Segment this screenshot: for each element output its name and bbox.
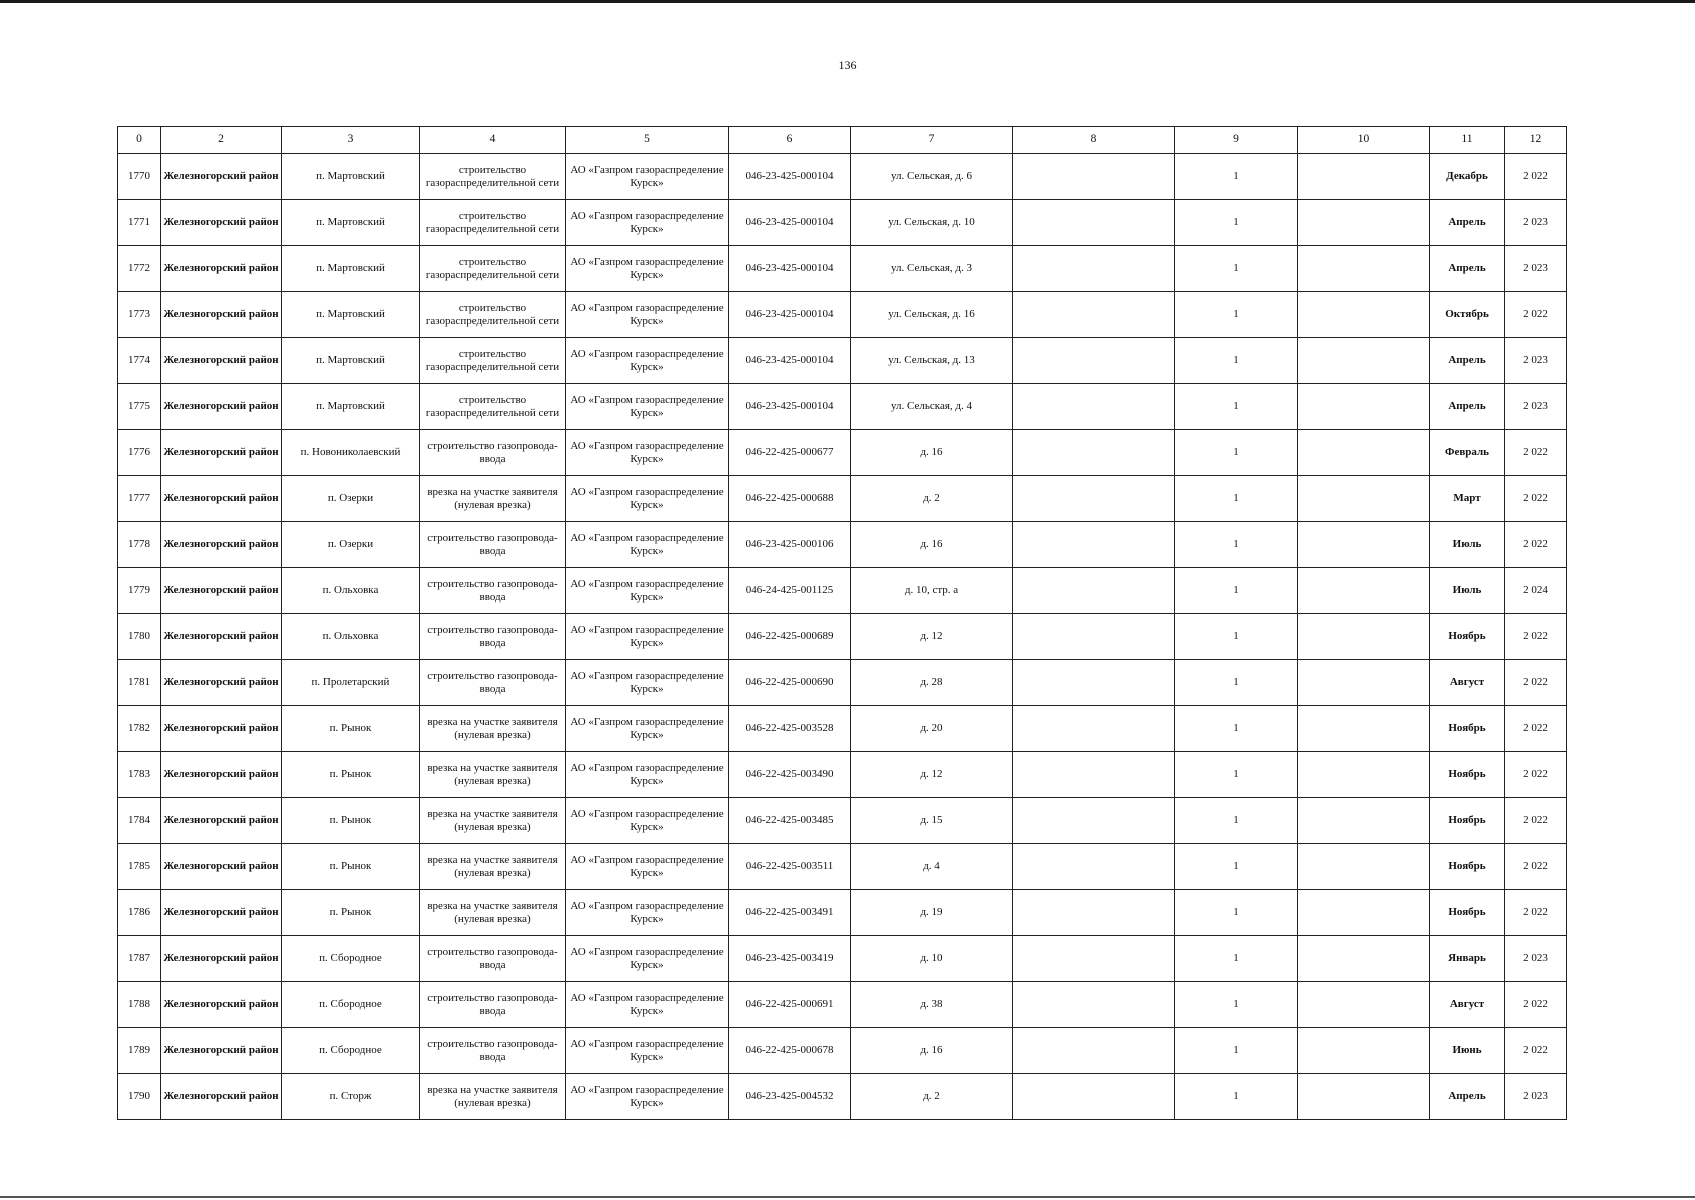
code-cell: 046-23-425-000106 bbox=[729, 522, 851, 568]
col8-cell bbox=[1013, 568, 1175, 614]
month-cell: Ноябрь bbox=[1430, 844, 1505, 890]
code-cell: 046-22-425-000689 bbox=[729, 614, 851, 660]
year-cell: 2 023 bbox=[1505, 1074, 1567, 1120]
col8-cell bbox=[1013, 936, 1175, 982]
col10-cell bbox=[1298, 706, 1430, 752]
code-cell: 046-23-425-000104 bbox=[729, 338, 851, 384]
col8-cell bbox=[1013, 1028, 1175, 1074]
col9-cell: 1 bbox=[1175, 752, 1298, 798]
address-cell: д. 28 bbox=[851, 660, 1013, 706]
month-cell: Август bbox=[1430, 660, 1505, 706]
work-type-cell: врезка на участке заявителя (нулевая врезка) bbox=[420, 844, 566, 890]
table-row bbox=[118, 1028, 1567, 1074]
month-cell: Август bbox=[1430, 982, 1505, 1028]
district-cell: Железногорский район bbox=[161, 338, 282, 384]
year-cell: 2 022 bbox=[1505, 752, 1567, 798]
col8-cell bbox=[1013, 1074, 1175, 1120]
organization-cell: АО «Газпром газораспределение Курск» bbox=[566, 706, 729, 752]
month-cell: Декабрь bbox=[1430, 154, 1505, 200]
year-cell: 2 022 bbox=[1505, 1028, 1567, 1074]
organization-cell: АО «Газпром газораспределение Курск» bbox=[566, 292, 729, 338]
organization-cell: АО «Газпром газораспределение Курск» bbox=[566, 338, 729, 384]
year-cell: 2 022 bbox=[1505, 154, 1567, 200]
locality-cell: п. Мартовский bbox=[282, 246, 420, 292]
col10-cell bbox=[1298, 660, 1430, 706]
district-cell: Железногорский район bbox=[161, 384, 282, 430]
address-cell: ул. Сельская, д. 6 bbox=[851, 154, 1013, 200]
locality-cell: п. Рынок bbox=[282, 798, 420, 844]
organization-cell: АО «Газпром газораспределение Курск» bbox=[566, 200, 729, 246]
col8-cell bbox=[1013, 154, 1175, 200]
address-cell: д. 12 bbox=[851, 614, 1013, 660]
organization-cell: АО «Газпром газораспределение Курск» bbox=[566, 844, 729, 890]
row-number: 1771 bbox=[118, 200, 161, 246]
col9-cell: 1 bbox=[1175, 154, 1298, 200]
row-number: 1773 bbox=[118, 292, 161, 338]
col10-cell bbox=[1298, 384, 1430, 430]
work-type-cell: врезка на участке заявителя (нулевая врезка) bbox=[420, 476, 566, 522]
address-cell: ул. Сельская, д. 16 bbox=[851, 292, 1013, 338]
work-type-cell: строительство газораспределительной сети bbox=[420, 246, 566, 292]
month-cell: Апрель bbox=[1430, 246, 1505, 292]
month-cell: Ноябрь bbox=[1430, 706, 1505, 752]
table-row bbox=[118, 982, 1567, 1028]
column-header: 4 bbox=[420, 127, 566, 154]
row-number: 1776 bbox=[118, 430, 161, 476]
table-row bbox=[118, 476, 1567, 522]
col9-cell: 1 bbox=[1175, 476, 1298, 522]
col10-cell bbox=[1298, 1074, 1430, 1120]
locality-cell: п. Сторж bbox=[282, 1074, 420, 1120]
work-type-cell: строительство газопровода-ввода bbox=[420, 522, 566, 568]
work-type-cell: врезка на участке заявителя (нулевая врезка) bbox=[420, 706, 566, 752]
col10-cell bbox=[1298, 982, 1430, 1028]
work-type-cell: строительство газопровода-ввода bbox=[420, 430, 566, 476]
organization-cell: АО «Газпром газораспределение Курск» bbox=[566, 476, 729, 522]
district-cell: Железногорский район bbox=[161, 1028, 282, 1074]
column-header: 7 bbox=[851, 127, 1013, 154]
month-cell: Январь bbox=[1430, 936, 1505, 982]
table-row bbox=[118, 338, 1567, 384]
address-cell: д. 38 bbox=[851, 982, 1013, 1028]
month-cell: Март bbox=[1430, 476, 1505, 522]
district-cell: Железногорский район bbox=[161, 522, 282, 568]
work-type-cell: строительство газопровода-ввода bbox=[420, 568, 566, 614]
work-type-cell: строительство газораспределительной сети bbox=[420, 200, 566, 246]
organization-cell: АО «Газпром газораспределение Курск» bbox=[566, 982, 729, 1028]
address-cell: ул. Сельская, д. 10 bbox=[851, 200, 1013, 246]
year-cell: 2 023 bbox=[1505, 936, 1567, 982]
district-cell: Железногорский район bbox=[161, 660, 282, 706]
district-cell: Железногорский район bbox=[161, 476, 282, 522]
district-cell: Железногорский район bbox=[161, 430, 282, 476]
row-number: 1779 bbox=[118, 568, 161, 614]
scan-bottom-border bbox=[0, 1196, 1695, 1198]
col10-cell bbox=[1298, 522, 1430, 568]
month-cell: Ноябрь bbox=[1430, 798, 1505, 844]
table-row bbox=[118, 660, 1567, 706]
month-cell: Апрель bbox=[1430, 1074, 1505, 1120]
district-cell: Железногорский район bbox=[161, 890, 282, 936]
row-number: 1788 bbox=[118, 982, 161, 1028]
col9-cell: 1 bbox=[1175, 338, 1298, 384]
district-cell: Железногорский район bbox=[161, 568, 282, 614]
code-cell: 046-22-425-000677 bbox=[729, 430, 851, 476]
code-cell: 046-22-425-000688 bbox=[729, 476, 851, 522]
district-cell: Железногорский район bbox=[161, 752, 282, 798]
address-cell: д. 15 bbox=[851, 798, 1013, 844]
row-number: 1789 bbox=[118, 1028, 161, 1074]
row-number: 1784 bbox=[118, 798, 161, 844]
code-cell: 046-23-425-000104 bbox=[729, 246, 851, 292]
col9-cell: 1 bbox=[1175, 522, 1298, 568]
year-cell: 2 022 bbox=[1505, 522, 1567, 568]
col9-cell: 1 bbox=[1175, 1074, 1298, 1120]
col9-cell: 1 bbox=[1175, 246, 1298, 292]
district-cell: Железногорский район bbox=[161, 292, 282, 338]
year-cell: 2 024 bbox=[1505, 568, 1567, 614]
col10-cell bbox=[1298, 338, 1430, 384]
organization-cell: АО «Газпром газораспределение Курск» bbox=[566, 384, 729, 430]
code-cell: 046-22-425-000678 bbox=[729, 1028, 851, 1074]
table-row bbox=[118, 292, 1567, 338]
locality-cell: п. Мартовский bbox=[282, 154, 420, 200]
row-number: 1783 bbox=[118, 752, 161, 798]
address-cell: д. 16 bbox=[851, 1028, 1013, 1074]
col10-cell bbox=[1298, 476, 1430, 522]
scan-top-border bbox=[0, 0, 1695, 3]
work-type-cell: строительство газопровода-ввода bbox=[420, 614, 566, 660]
address-cell: ул. Сельская, д. 4 bbox=[851, 384, 1013, 430]
col8-cell bbox=[1013, 982, 1175, 1028]
col9-cell: 1 bbox=[1175, 614, 1298, 660]
code-cell: 046-23-425-000104 bbox=[729, 200, 851, 246]
year-cell: 2 022 bbox=[1505, 706, 1567, 752]
address-cell: д. 16 bbox=[851, 522, 1013, 568]
year-cell: 2 023 bbox=[1505, 338, 1567, 384]
table-row bbox=[118, 246, 1567, 292]
code-cell: 046-23-425-000104 bbox=[729, 292, 851, 338]
column-header: 9 bbox=[1175, 127, 1298, 154]
year-cell: 2 023 bbox=[1505, 384, 1567, 430]
col8-cell bbox=[1013, 660, 1175, 706]
table-row bbox=[118, 154, 1567, 200]
work-type-cell: строительство газораспределительной сети bbox=[420, 384, 566, 430]
col10-cell bbox=[1298, 568, 1430, 614]
locality-cell: п. Сбородное bbox=[282, 982, 420, 1028]
work-type-cell: строительство газораспределительной сети bbox=[420, 154, 566, 200]
col9-cell: 1 bbox=[1175, 890, 1298, 936]
gas-connection-registry-table bbox=[117, 126, 1567, 1120]
district-cell: Железногорский район bbox=[161, 1074, 282, 1120]
year-cell: 2 022 bbox=[1505, 476, 1567, 522]
month-cell: Июль bbox=[1430, 568, 1505, 614]
month-cell: Ноябрь bbox=[1430, 752, 1505, 798]
col8-cell bbox=[1013, 844, 1175, 890]
row-number: 1772 bbox=[118, 246, 161, 292]
organization-cell: АО «Газпром газораспределение Курск» bbox=[566, 798, 729, 844]
col10-cell bbox=[1298, 936, 1430, 982]
column-header: 10 bbox=[1298, 127, 1430, 154]
organization-cell: АО «Газпром газораспределение Курск» bbox=[566, 246, 729, 292]
address-cell: д. 10 bbox=[851, 936, 1013, 982]
col10-cell bbox=[1298, 200, 1430, 246]
table-row bbox=[118, 844, 1567, 890]
col10-cell bbox=[1298, 430, 1430, 476]
month-cell: Октябрь bbox=[1430, 292, 1505, 338]
district-cell: Железногорский район bbox=[161, 844, 282, 890]
year-cell: 2 022 bbox=[1505, 614, 1567, 660]
locality-cell: п. Ольховка bbox=[282, 614, 420, 660]
table-row bbox=[118, 706, 1567, 752]
address-cell: д. 2 bbox=[851, 1074, 1013, 1120]
locality-cell: п. Рынок bbox=[282, 706, 420, 752]
col9-cell: 1 bbox=[1175, 430, 1298, 476]
work-type-cell: врезка на участке заявителя (нулевая врезка) bbox=[420, 890, 566, 936]
row-number: 1781 bbox=[118, 660, 161, 706]
col10-cell bbox=[1298, 890, 1430, 936]
organization-cell: АО «Газпром газораспределение Курск» bbox=[566, 752, 729, 798]
table-row bbox=[118, 890, 1567, 936]
work-type-cell: строительство газораспределительной сети bbox=[420, 292, 566, 338]
row-number: 1775 bbox=[118, 384, 161, 430]
page-number: 136 bbox=[838, 58, 857, 72]
work-type-cell: врезка на участке заявителя (нулевая врезка) bbox=[420, 1074, 566, 1120]
locality-cell: п. Озерки bbox=[282, 522, 420, 568]
row-number: 1777 bbox=[118, 476, 161, 522]
col10-cell bbox=[1298, 752, 1430, 798]
col10-cell bbox=[1298, 292, 1430, 338]
col10-cell bbox=[1298, 1028, 1430, 1074]
year-cell: 2 022 bbox=[1505, 982, 1567, 1028]
col9-cell: 1 bbox=[1175, 706, 1298, 752]
row-number: 1787 bbox=[118, 936, 161, 982]
table-row bbox=[118, 384, 1567, 430]
code-cell: 046-22-425-003528 bbox=[729, 706, 851, 752]
work-type-cell: строительство газораспределительной сети bbox=[420, 338, 566, 384]
code-cell: 046-23-425-004532 bbox=[729, 1074, 851, 1120]
organization-cell: АО «Газпром газораспределение Курск» bbox=[566, 1028, 729, 1074]
organization-cell: АО «Газпром газораспределение Курск» bbox=[566, 1074, 729, 1120]
row-number: 1778 bbox=[118, 522, 161, 568]
table-row bbox=[118, 568, 1567, 614]
table-row bbox=[118, 752, 1567, 798]
code-cell: 046-22-425-000690 bbox=[729, 660, 851, 706]
organization-cell: АО «Газпром газораспределение Курск» bbox=[566, 568, 729, 614]
col8-cell bbox=[1013, 200, 1175, 246]
col8-cell bbox=[1013, 522, 1175, 568]
col9-cell: 1 bbox=[1175, 568, 1298, 614]
locality-cell: п. Сбородное bbox=[282, 1028, 420, 1074]
code-cell: 046-23-425-000104 bbox=[729, 154, 851, 200]
address-cell: д. 10, стр. а bbox=[851, 568, 1013, 614]
table-row bbox=[118, 522, 1567, 568]
col8-cell bbox=[1013, 384, 1175, 430]
code-cell: 046-22-425-003490 bbox=[729, 752, 851, 798]
year-cell: 2 022 bbox=[1505, 292, 1567, 338]
col10-cell bbox=[1298, 844, 1430, 890]
address-cell: ул. Сельская, д. 3 bbox=[851, 246, 1013, 292]
column-header: 2 bbox=[161, 127, 282, 154]
table-row bbox=[118, 430, 1567, 476]
district-cell: Железногорский район bbox=[161, 200, 282, 246]
month-cell: Июль bbox=[1430, 522, 1505, 568]
table-row bbox=[118, 200, 1567, 246]
column-header: 11 bbox=[1430, 127, 1505, 154]
organization-cell: АО «Газпром газораспределение Курск» bbox=[566, 522, 729, 568]
column-header: 12 bbox=[1505, 127, 1567, 154]
table-row bbox=[118, 798, 1567, 844]
col9-cell: 1 bbox=[1175, 384, 1298, 430]
address-cell: д. 16 bbox=[851, 430, 1013, 476]
row-number: 1782 bbox=[118, 706, 161, 752]
year-cell: 2 023 bbox=[1505, 246, 1567, 292]
district-cell: Железногорский район bbox=[161, 936, 282, 982]
locality-cell: п. Новониколаевский bbox=[282, 430, 420, 476]
column-header: 6 bbox=[729, 127, 851, 154]
month-cell: Апрель bbox=[1430, 200, 1505, 246]
district-cell: Железногорский район bbox=[161, 706, 282, 752]
col10-cell bbox=[1298, 798, 1430, 844]
col8-cell bbox=[1013, 246, 1175, 292]
work-type-cell: строительство газопровода-ввода bbox=[420, 936, 566, 982]
organization-cell: АО «Газпром газораспределение Курск» bbox=[566, 660, 729, 706]
col9-cell: 1 bbox=[1175, 844, 1298, 890]
locality-cell: п. Рынок bbox=[282, 890, 420, 936]
column-header: 3 bbox=[282, 127, 420, 154]
col8-cell bbox=[1013, 338, 1175, 384]
column-header: 8 bbox=[1013, 127, 1175, 154]
locality-cell: п. Ольховка bbox=[282, 568, 420, 614]
address-cell: д. 19 bbox=[851, 890, 1013, 936]
code-cell: 046-22-425-003485 bbox=[729, 798, 851, 844]
district-cell: Железногорский район bbox=[161, 798, 282, 844]
work-type-cell: врезка на участке заявителя (нулевая врезка) bbox=[420, 752, 566, 798]
organization-cell: АО «Газпром газораспределение Курск» bbox=[566, 430, 729, 476]
district-cell: Железногорский район bbox=[161, 614, 282, 660]
col10-cell bbox=[1298, 154, 1430, 200]
month-cell: Июнь bbox=[1430, 1028, 1505, 1074]
row-number: 1770 bbox=[118, 154, 161, 200]
col8-cell bbox=[1013, 890, 1175, 936]
locality-cell: п. Пролетарский bbox=[282, 660, 420, 706]
row-number: 1774 bbox=[118, 338, 161, 384]
year-cell: 2 022 bbox=[1505, 844, 1567, 890]
table-body bbox=[118, 154, 1567, 1120]
address-cell: ул. Сельская, д. 13 bbox=[851, 338, 1013, 384]
locality-cell: п. Мартовский bbox=[282, 338, 420, 384]
district-cell: Железногорский район bbox=[161, 246, 282, 292]
col9-cell: 1 bbox=[1175, 292, 1298, 338]
year-cell: 2 022 bbox=[1505, 890, 1567, 936]
table-row bbox=[118, 936, 1567, 982]
row-number: 1790 bbox=[118, 1074, 161, 1120]
col9-cell: 1 bbox=[1175, 936, 1298, 982]
col8-cell bbox=[1013, 706, 1175, 752]
col8-cell bbox=[1013, 476, 1175, 522]
header-row bbox=[118, 127, 1567, 154]
col9-cell: 1 bbox=[1175, 660, 1298, 706]
district-cell: Железногорский район bbox=[161, 982, 282, 1028]
row-number: 1786 bbox=[118, 890, 161, 936]
year-cell: 2 023 bbox=[1505, 200, 1567, 246]
code-cell: 046-23-425-003419 bbox=[729, 936, 851, 982]
row-number: 1785 bbox=[118, 844, 161, 890]
col8-cell bbox=[1013, 614, 1175, 660]
address-cell: д. 2 bbox=[851, 476, 1013, 522]
column-header: 0 bbox=[118, 127, 161, 154]
locality-cell: п. Рынок bbox=[282, 844, 420, 890]
month-cell: Ноябрь bbox=[1430, 614, 1505, 660]
work-type-cell: строительство газопровода-ввода bbox=[420, 982, 566, 1028]
month-cell: Апрель bbox=[1430, 338, 1505, 384]
month-cell: Февраль bbox=[1430, 430, 1505, 476]
organization-cell: АО «Газпром газораспределение Курск» bbox=[566, 936, 729, 982]
row-number: 1780 bbox=[118, 614, 161, 660]
col10-cell bbox=[1298, 614, 1430, 660]
col8-cell bbox=[1013, 752, 1175, 798]
col9-cell: 1 bbox=[1175, 982, 1298, 1028]
table-row bbox=[118, 1074, 1567, 1120]
address-cell: д. 12 bbox=[851, 752, 1013, 798]
col9-cell: 1 bbox=[1175, 798, 1298, 844]
col8-cell bbox=[1013, 798, 1175, 844]
work-type-cell: врезка на участке заявителя (нулевая врезка) bbox=[420, 798, 566, 844]
month-cell: Апрель bbox=[1430, 384, 1505, 430]
code-cell: 046-24-425-001125 bbox=[729, 568, 851, 614]
code-cell: 046-23-425-000104 bbox=[729, 384, 851, 430]
work-type-cell: строительство газопровода-ввода bbox=[420, 1028, 566, 1074]
col8-cell bbox=[1013, 292, 1175, 338]
organization-cell: АО «Газпром газораспределение Курск» bbox=[566, 614, 729, 660]
code-cell: 046-22-425-003511 bbox=[729, 844, 851, 890]
col9-cell: 1 bbox=[1175, 1028, 1298, 1074]
code-cell: 046-22-425-003491 bbox=[729, 890, 851, 936]
month-cell: Ноябрь bbox=[1430, 890, 1505, 936]
year-cell: 2 022 bbox=[1505, 660, 1567, 706]
column-header: 5 bbox=[566, 127, 729, 154]
organization-cell: АО «Газпром газораспределение Курск» bbox=[566, 154, 729, 200]
address-cell: д. 20 bbox=[851, 706, 1013, 752]
col9-cell: 1 bbox=[1175, 200, 1298, 246]
locality-cell: п. Мартовский bbox=[282, 384, 420, 430]
locality-cell: п. Рынок bbox=[282, 752, 420, 798]
work-type-cell: строительство газопровода-ввода bbox=[420, 660, 566, 706]
code-cell: 046-22-425-000691 bbox=[729, 982, 851, 1028]
address-cell: д. 4 bbox=[851, 844, 1013, 890]
table-row bbox=[118, 614, 1567, 660]
district-cell: Железногорский район bbox=[161, 154, 282, 200]
locality-cell: п. Озерки bbox=[282, 476, 420, 522]
organization-cell: АО «Газпром газораспределение Курск» bbox=[566, 890, 729, 936]
col10-cell bbox=[1298, 246, 1430, 292]
locality-cell: п. Сбородное bbox=[282, 936, 420, 982]
locality-cell: п. Мартовский bbox=[282, 200, 420, 246]
col8-cell bbox=[1013, 430, 1175, 476]
locality-cell: п. Мартовский bbox=[282, 292, 420, 338]
year-cell: 2 022 bbox=[1505, 798, 1567, 844]
year-cell: 2 022 bbox=[1505, 430, 1567, 476]
